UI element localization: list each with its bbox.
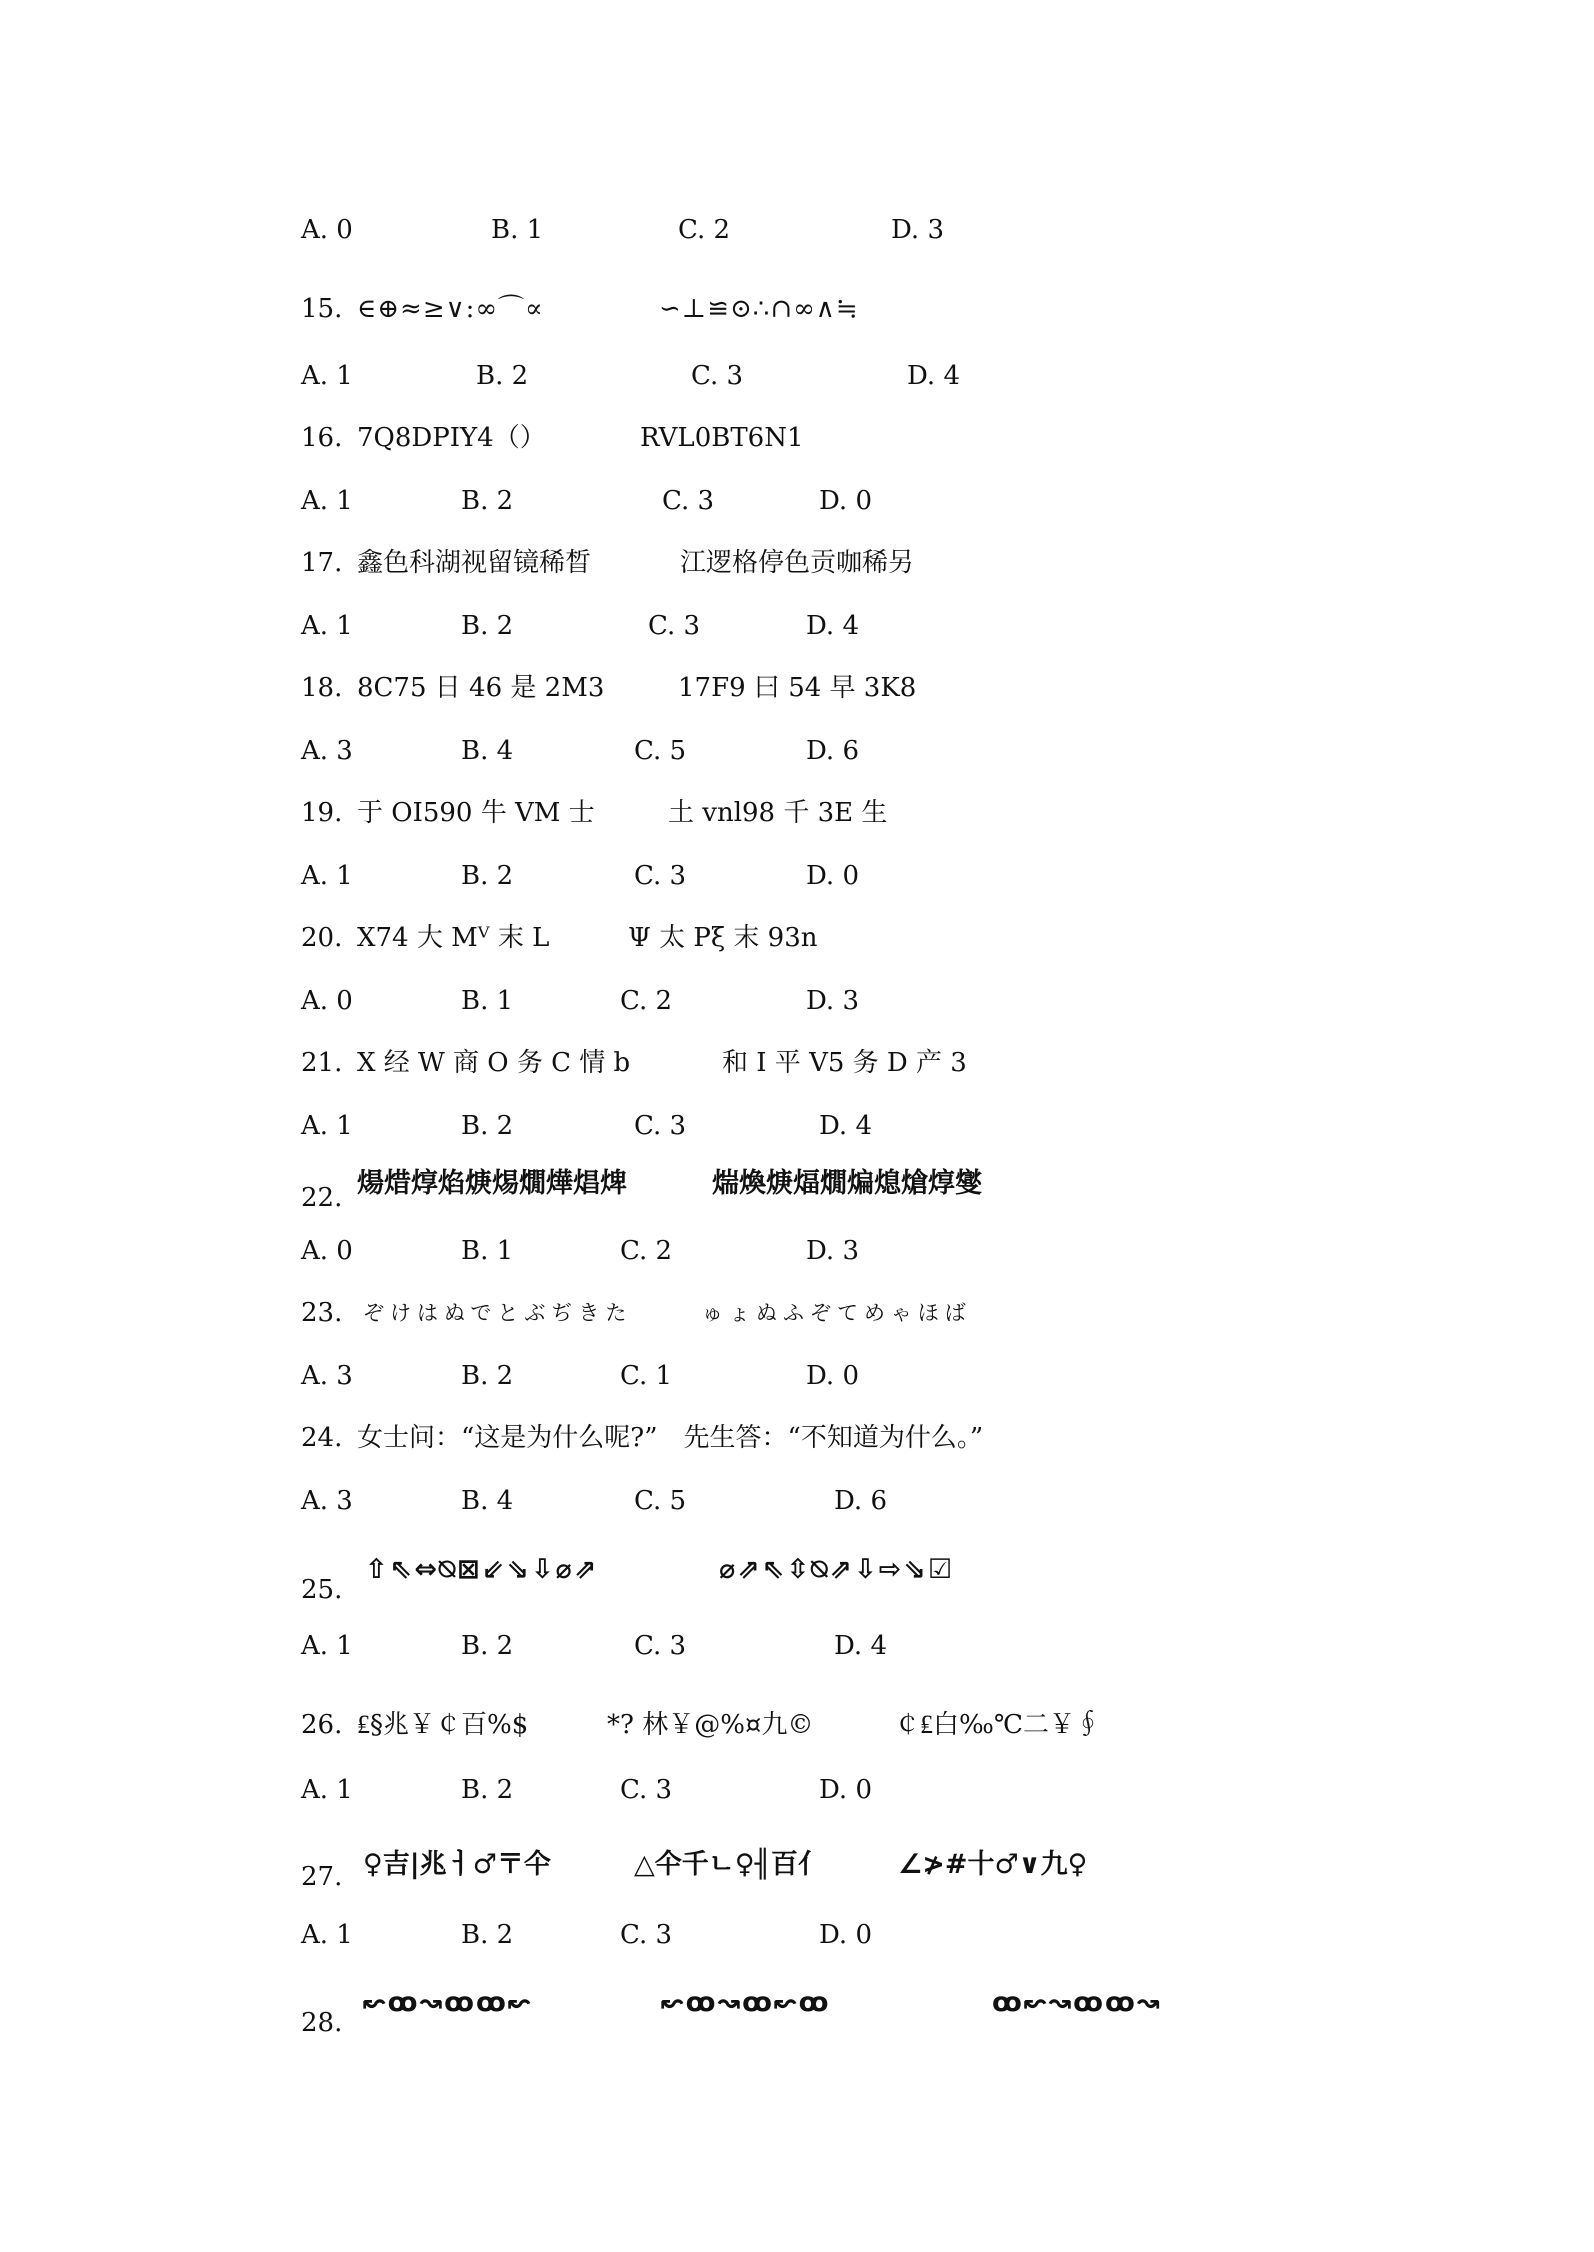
q14-options xyxy=(301,210,1534,250)
question-left-string: ⇧⇖⇔⍉⊠⇙⇘⇩⌀⇗ xyxy=(365,1554,599,1585)
q26-options xyxy=(301,1770,1534,1810)
question-number: 25. xyxy=(301,1575,343,1605)
option-d: D. 0 xyxy=(806,1361,859,1391)
question-right-string: ∽⊥≌⊙∴∩∞∧≒ xyxy=(659,294,859,324)
option-b: B. 2 xyxy=(461,486,514,516)
option-d: D. 4 xyxy=(806,611,859,641)
question-21 xyxy=(301,1043,1534,1083)
option-d: D. 4 xyxy=(907,361,960,391)
option-a: A. 0 xyxy=(301,986,353,1016)
option-b: B. 1 xyxy=(491,215,544,245)
question-16 xyxy=(301,418,1534,458)
option-a: A. 0 xyxy=(301,215,353,245)
question-17 xyxy=(301,543,1534,583)
option-c: C. 3 xyxy=(691,361,744,391)
q16-options xyxy=(301,481,1534,521)
option-c: C. 3 xyxy=(634,1111,687,1141)
option-c: C. 3 xyxy=(634,1631,687,1661)
option-b: B. 2 xyxy=(461,861,514,891)
question-right-string: ∠≯#十♂∨九♀ xyxy=(898,1849,1088,1880)
option-b: B. 1 xyxy=(461,1236,514,1266)
option-b: B. 2 xyxy=(461,611,514,641)
question-number: 22. xyxy=(301,1183,343,1213)
option-d: D. 6 xyxy=(806,736,859,766)
option-a: A. 1 xyxy=(301,1920,353,1950)
option-d: D. 0 xyxy=(819,486,872,516)
question-left-string: 于 OI590 牛 VM 士 xyxy=(357,798,595,828)
question-left-string: 7Q8DPIY4（） xyxy=(357,423,546,453)
q24-options xyxy=(301,1481,1534,1521)
question-number: 27. xyxy=(301,1862,343,1892)
question-right-string: Ψ 太 Pξ 末 93n xyxy=(628,923,818,953)
question-right-string: 和 I 平 V5 务 D 产 3 xyxy=(722,1048,967,1078)
option-c: C. 2 xyxy=(678,215,731,245)
option-d: D. 3 xyxy=(806,986,859,1016)
question-23 xyxy=(301,1293,1534,1333)
question-middle-string: △仐千ㄴ♀╢百亻 xyxy=(634,1849,825,1880)
question-number: 20. xyxy=(301,923,343,953)
question-left-string: 煬焟焞焰焿焬燗燁焻焷 xyxy=(357,1168,627,1199)
question-20 xyxy=(301,918,1534,958)
question-19 xyxy=(301,793,1534,833)
question-left-string: X74 大 Mⱽ 末 L xyxy=(357,923,550,953)
question-right-string: ꝏ↜↝ꝏꝏ↝ xyxy=(992,1987,1162,2018)
question-left-string: 鑫色科湖视留镜稀晳 xyxy=(357,548,592,578)
option-b: B. 2 xyxy=(476,361,529,391)
question-right-string: 17F9 曰 54 早 3K8 xyxy=(678,673,917,703)
option-b: B. 4 xyxy=(461,1486,514,1516)
question-left-string: ₤§兆￥￠百%$ xyxy=(357,1710,529,1740)
option-b: B. 2 xyxy=(461,1775,514,1805)
option-b: B. 2 xyxy=(461,1361,514,1391)
question-right-string: ￠₤白‰℃二￥∮ xyxy=(894,1710,1101,1740)
question-number: 23. xyxy=(301,1298,343,1328)
option-a: A. 1 xyxy=(301,611,353,641)
option-c: C. 3 xyxy=(634,861,687,891)
option-c: C. 2 xyxy=(620,1236,673,1266)
option-c: C. 3 xyxy=(648,611,701,641)
option-d: D. 3 xyxy=(891,215,944,245)
option-d: D. 6 xyxy=(834,1486,887,1516)
question-number: 15. xyxy=(301,294,343,324)
question-number: 21. xyxy=(301,1048,343,1078)
question-number: 16. xyxy=(301,423,343,453)
q22-options xyxy=(301,1231,1534,1271)
question-left-string: ∈⊕≈≥∨:∞⌒∝ xyxy=(357,294,544,324)
q25-options xyxy=(301,1626,1534,1666)
question-right-string: 煓煥焿煏燗煸熄熗焞燮 xyxy=(712,1168,982,1199)
question-left-string: 8C75 日 46 是 2M3 xyxy=(357,673,605,703)
question-number: 19. xyxy=(301,798,343,828)
option-d: D. 0 xyxy=(819,1775,872,1805)
question-25 xyxy=(301,1554,1534,1605)
question-left-string: ♀吉|兆ㅓ♂〒仐 xyxy=(363,1849,551,1880)
q23-options xyxy=(301,1356,1534,1396)
option-a: A. 1 xyxy=(301,1111,353,1141)
option-d: D. 0 xyxy=(819,1920,872,1950)
question-right-string: ゅょぬふぞてめゃほば xyxy=(702,1301,972,1325)
question-text: 女士问：“这是为什么呢?” 先生答：“不知道为什么。” xyxy=(357,1423,984,1453)
question-left-string: X 经 W 商 O 务 C 情 b xyxy=(357,1048,631,1078)
option-a: A. 1 xyxy=(301,361,353,391)
question-middle-string: ↜ꝏ↝ꝏ↜ꝏ xyxy=(661,1987,831,2018)
option-d: D. 3 xyxy=(806,1236,859,1266)
question-24 xyxy=(301,1418,1534,1458)
option-d: D. 4 xyxy=(819,1111,872,1141)
option-a: A. 1 xyxy=(301,1775,353,1805)
q15-options xyxy=(301,356,1534,396)
option-a: A. 1 xyxy=(301,861,353,891)
question-right-string: 江逻格停色贡咖稀另 xyxy=(680,548,915,578)
option-d: D. 0 xyxy=(806,861,859,891)
q17-options xyxy=(301,606,1534,646)
question-number: 18. xyxy=(301,673,343,703)
question-15 xyxy=(301,289,1534,329)
option-b: B. 4 xyxy=(461,736,514,766)
q20-options xyxy=(301,981,1534,1021)
option-b: B. 2 xyxy=(461,1631,514,1661)
question-number: 17. xyxy=(301,548,343,578)
option-c: C. 5 xyxy=(634,1486,687,1516)
question-22 xyxy=(301,1168,1534,1213)
option-a: A. 1 xyxy=(301,1631,353,1661)
option-a: A. 3 xyxy=(301,736,353,766)
question-number: 26. xyxy=(301,1710,343,1740)
option-a: A. 3 xyxy=(301,1486,353,1516)
option-b: B. 1 xyxy=(461,986,514,1016)
option-a: A. 0 xyxy=(301,1236,353,1266)
option-c: C. 2 xyxy=(620,986,673,1016)
question-right-string: RVL0BT6N1 xyxy=(640,423,804,453)
question-27 xyxy=(301,1851,1534,1891)
question-number: 24. xyxy=(301,1423,343,1453)
question-left-string: ぞけはぬでとぶぢきた xyxy=(363,1301,633,1325)
option-d: D. 4 xyxy=(834,1631,887,1661)
q19-options xyxy=(301,856,1534,896)
option-c: C. 5 xyxy=(634,736,687,766)
question-right-string: ⌀⇗⇖⇳⍉⇗⇩⇨⇘☑ xyxy=(719,1554,955,1585)
q21-options xyxy=(301,1106,1534,1146)
option-c: C. 3 xyxy=(620,1920,673,1950)
option-b: B. 2 xyxy=(461,1920,514,1950)
question-26 xyxy=(301,1705,1534,1745)
option-c: C. 3 xyxy=(620,1775,673,1805)
option-b: B. 2 xyxy=(461,1111,514,1141)
question-number: 28. xyxy=(301,2008,343,2038)
option-c: C. 3 xyxy=(662,486,715,516)
question-right-string: 土 vnl98 千 3E 生 xyxy=(668,798,888,828)
question-left-string: ↜ꝏ↝ꝏꝏ↜ xyxy=(363,1987,533,2018)
q27-options xyxy=(301,1915,1534,1955)
option-c: C. 1 xyxy=(620,1361,673,1391)
q18-options xyxy=(301,731,1534,771)
option-a: A. 1 xyxy=(301,486,353,516)
question-28 xyxy=(301,1987,1534,2038)
option-a: A. 3 xyxy=(301,1361,353,1391)
question-18 xyxy=(301,668,1534,708)
question-middle-string: *? 林￥@%¤九© xyxy=(607,1710,814,1740)
